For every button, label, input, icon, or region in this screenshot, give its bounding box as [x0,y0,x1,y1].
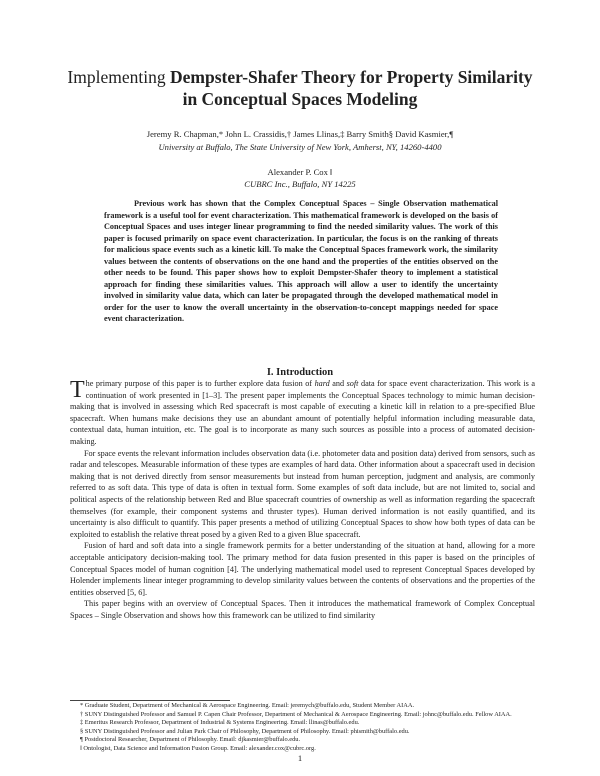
author-affiliation-second: CUBRC Inc., Buffalo, NY 14225 [244,179,356,189]
intro-emphasis-soft: soft [346,379,359,388]
intro-text: data for space event characterization. This work is a continuation of work presented in [1–3]. The present paper implements the Conceptual Spaces technology to mimic human decision-making that is involved in assessing which Red spacecraft is most capable of executing a kinetic kill in relation to a pre-specified Blue spacecraft. When humans make decisions they use an abundant amount of potentially helpful information including measurable data, contextual data, human intuition, etc. The goal is to incorporate as many such sources as possible into a process of automated decision-making. [70,379,535,446]
footnote: ¶ Postdoctoral Researcher, Department of Philosophy. Email: djkasmier@buffalo.edu. [80,736,301,744]
section-heading-introduction: I. Introduction [266,367,334,378]
intro-paragraph-3: Fusion of hard and soft data into a single framework permits for a better understanding of the situation at hand, allowing for a more acceptable anticipatory decision-making tool. The primary method for data fusion presented in this paper is based on the principles of Conceptual Spaces model of human cognition [4]. The underlying mathematical model used to represent Conceptual Spaces developed by Holender implements linear integer programming to develop similarity values between the contents of observations and the properties of the entities observed [5, 6]. [70,541,535,597]
footnote: * Graduate Student, Department of Mechanical & Aerospace Engineering. Email: jeremych@buffalo.edu, Student Member AIAA. [80,702,415,709]
intro-text: and [329,379,347,388]
paper-title [40,66,560,110]
footnote: † SUNY Distinguished Professor and Samuel P. Capen Chair Professor, Department of Mechanical & Aerospace Engineering. Email: johnc@buffalo.edu. Fellow AIAA. [80,710,512,718]
title-bold-line2: in Conceptual Spaces Modeling [182,89,418,109]
author-affiliation: University at Buffalo, The State University of New York, Amherst, NY, 14260-4400 [158,142,442,152]
introduction-body [70,378,535,621]
footnote: § SUNY Distinguished Professor and Julian Park Chair of Philosophy, Department of Philosophy. Email: phismith@buffalo.edu. [80,727,410,735]
dropcap: T [70,377,85,403]
intro-paragraph-2: For space events the relevant information includes observation data (i.e. photometer data and position data) derived from sensors, such as radar and telescopes. Measurable information of these types are examples of hard data. Other information about a spacecraft used in decision making that is not derived directly from sensor measurements but instead from human perception, judgment and analysis, are commonly referred to as soft data. This type of data is often in textual form. Some examples of soft data include, but are not limited to, social and political aspects of the relationship between Red and Blue spacecraft countries of ownership as well as information regarding the spacecraft themselves (for example, their component systems and thruster types). Human derived information is not easily quantified, and its uncertainty is also difficult to quantify. This paper presents a method of utilizing Conceptual Spaces to show how both types of data can be exploited to establish the relative threat posed by a given Red to a given Blue spacecraft. [70,448,535,539]
footnote-rule [70,700,230,701]
title-bold-line1: Dempster-Shafer Theory for Property Similarity [169,67,533,87]
author-list: Jeremy R. Chapman,* John L. Crassidis,† James Llinas,‡ Barry Smith§ David Kasmier,¶ [146,129,454,139]
author-second: Alexander P. Cox ǁ [267,167,333,177]
intro-paragraph-4: This paper begins with an overview of Conceptual Spaces. Then it introduces the mathematical framework of Complex Conceptual Spaces – Single Observation and shows how this framework can be utilized to find similarity [70,599,535,620]
footnotes [70,702,535,754]
intro-emphasis-hard: hard [314,379,330,388]
footnote: ‡ Emeritus Research Professor, Department of Industrial & Systems Engineering. Email: llinas@buffalo.edu. [80,719,360,727]
intro-text: he primary purpose of this paper is to further explore data fusion of [85,379,315,388]
page-number: 1 [297,753,303,763]
abstract: Previous work has shown that the Complex Conceptual Spaces – Single Observation mathematical framework is a useful tool for event characterization. This mathematical framework is developed on the basis of Conceptual Spaces and uses integer linear programming to find the needed similarity values. The work of this paper is focused primarily on space event characterization. In particular, the focus is on the ranking of threats for malicious space events such as a kinetic kill. To make the Conceptual Spaces framework work, the similarity values between the contents of observations on the one hand and the properties of the entities observed on the other needs to be found. This paper shows how to exploit Dempster-Shafer theory to implement a statistical approach for finding these similarities values. This approach will allow a user to identify the uncertainty involved in similarity value data, which can later be propagated through the developed mathematical model in order for the user to know the overall uncertainty in the observation-to-concept mappings needed for space event characterization. [104,199,498,323]
intro-paragraph-1 [70,378,535,448]
footnote: ǁ Ontologist, Data Science and Information Fusion Group. Email: alexander.cox@cubrc.org. [80,744,316,752]
title-lead: Implementing [67,67,170,87]
